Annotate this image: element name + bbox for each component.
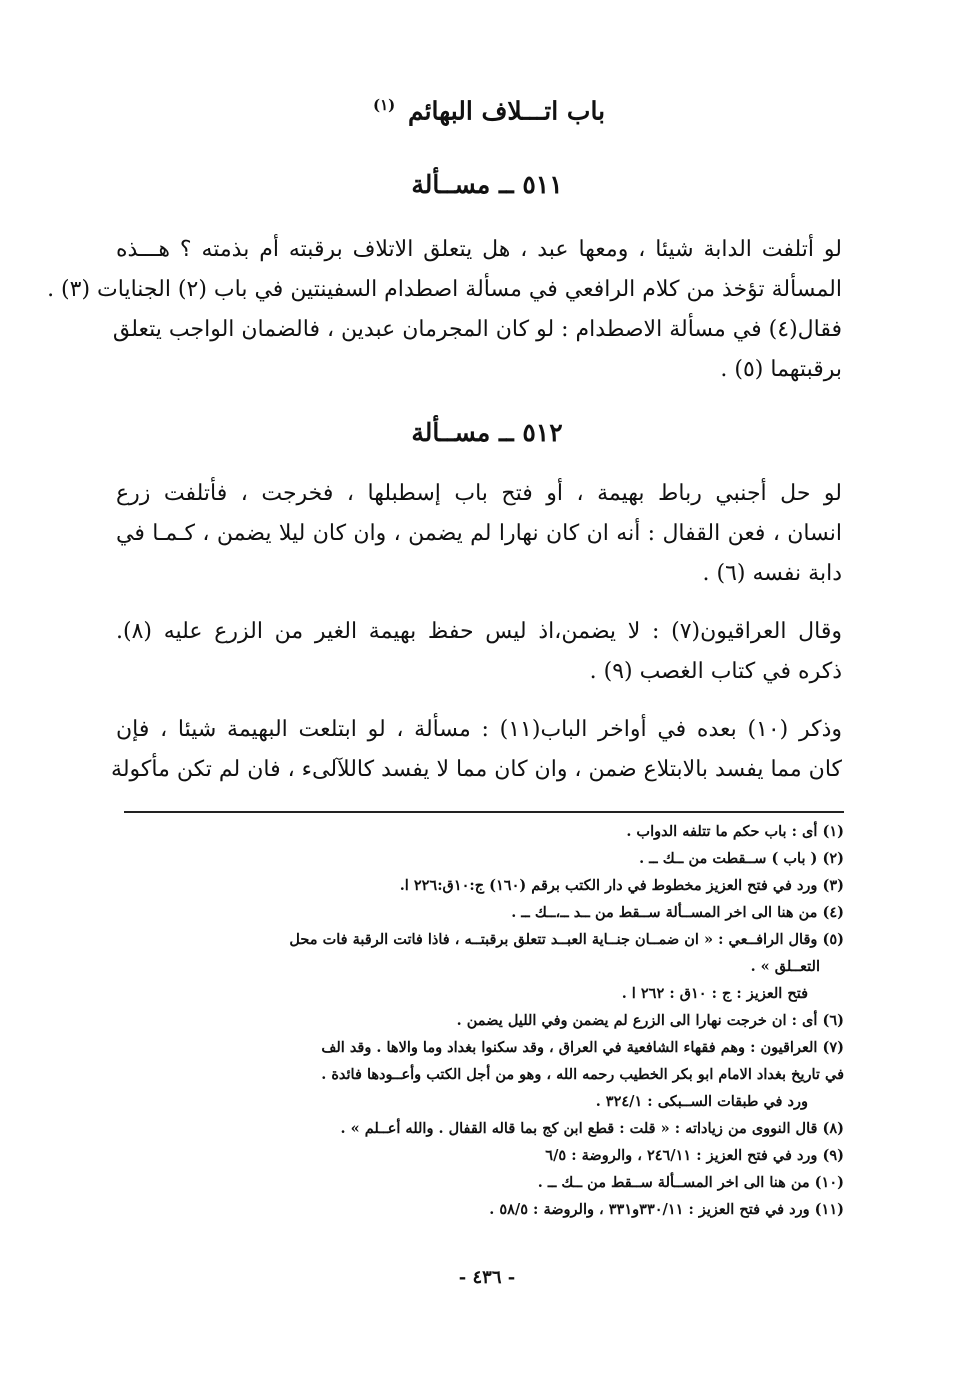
footnote: (١) أى : باب حكم ما تتلفه الدواب . xyxy=(626,823,844,840)
text-line: دابة نفسه (٦) . xyxy=(702,561,842,586)
text-line: كان مما يفسد بالابتلاع ضمن ، وان كان مما لا يفسد كاللآلىء ، فان لم تكن مأكولة xyxy=(111,757,842,782)
footnote: في تاريخ بغداد الامام ابو بكر الخطيب رحمه الله ، وهو من أجل الكتب وأعــودها فائدة . xyxy=(321,1066,844,1083)
page-number: - ٤٣٦ - xyxy=(458,1267,516,1288)
footnote-divider xyxy=(124,811,844,813)
footnote: (١١) ورد في فتح العزيز : ٣٣٠/١١و٣٣١ ، والروضة : ٥٨/٥ . xyxy=(489,1201,844,1218)
section-heading-512: ٥١٢ ــ مســألة xyxy=(411,418,563,447)
footnote: (٦) أى : ان خرجت نهارا الى الزرع لم يضمن وفي الليل يضمن . xyxy=(456,1012,844,1029)
footnote: فتح العزيز : ج : ١٠ق : ٢٦٢ ا . xyxy=(621,985,808,1002)
footnotes xyxy=(124,818,844,1223)
paragraph-512-a xyxy=(116,474,842,594)
text-line: ذكره في كتاب الغصب (٩) . xyxy=(589,659,842,684)
footnote: (١٠) من هنا الى اخر المســألة ســقط من ــك ــ . xyxy=(537,1174,844,1191)
paragraph-512-b xyxy=(116,612,842,692)
text-line: برقبتهما (٥) . xyxy=(720,357,842,382)
footnote: (٣) ورد في فتح العزيز مخطوط في دار الكتب برقم (١٦٠) ج:١٠ق:٢٢٦ ا. xyxy=(399,877,844,894)
paragraph-512-c xyxy=(111,710,843,790)
footnote: (٧) العراقيون : وهم فقهاء الشافعية في العراق ، وقد سكنوا بغداد وما والاها . وقد الف xyxy=(321,1039,844,1056)
text-line: وقال العراقيون(٧) : لا يضمن،اذ ليس حفظ بهيمة الغير من الزرع عليه (٨). xyxy=(116,619,842,644)
chapter-footnote-ref: (١) xyxy=(372,96,396,114)
section-heading-511: ٥١١ ــ مســألة xyxy=(411,170,563,199)
chapter-title-text: باب اتـــلاف البهائم xyxy=(407,96,606,126)
footnote: (٨) قال النووى من زياداته : « قلت : قطع ابن كج بما قاله القفال . والله أعــلم » . xyxy=(340,1120,844,1137)
text-line: وذكر (١٠) بعده في أواخر الباب(١١) : مسألة ، لو ابتلعت البهيمة شيئا ، فإن xyxy=(116,717,843,742)
text-line: انسان ، فعن القفال : أنه ان كان نهارا لم يضمن ، وان كان ليلا يضمن ، كـمـا في xyxy=(116,521,842,546)
text-line: المسألة تؤخذ من كلام الرافعي في مسألة اصطدام السفينتين في باب (٢) الجنايات (٣) . xyxy=(47,277,842,302)
text-line: فقال(٤) في مسألة الاصطدام : لو كان المجرمان عبدين ، فالضمان الواجب يتعلق xyxy=(112,317,842,342)
footnote: ورد في طبقات الســبكى : ٣٢٤/١ . xyxy=(595,1093,808,1110)
footnote: (٤) من هنا الى اخر المســألة ســقط من ــد ــ،ــك ــ . xyxy=(511,904,844,921)
text-line: لو أتلفت الدابة شيئا ، ومعها عبد ، هل يتعلق الاتلاف برقبته أم بذمته ؟ هـــذه xyxy=(116,237,842,262)
footnote: (٢) ( باب ) ســقطت من ــك ــ . xyxy=(639,850,844,867)
footnote: (٥) وقال الرافــعي : « ان ضمــان جنــاية العبــد تتعلق برقبتــه ، فاذا فاتت الرقبة فات محل xyxy=(289,931,844,948)
chapter-title xyxy=(0,96,974,125)
paragraph-511 xyxy=(47,230,842,390)
footnote: التعــلق » . xyxy=(750,958,820,975)
text-line: لو حل أجنبي رباط بهيمة ، أو فتح باب إسطبلها ، فخرجت ، فأتلفت زرع xyxy=(116,481,842,506)
footnote: (٩) ورد في فتح العزيز : ٢٤٦/١١ ، والروضة : ٦/٥ xyxy=(545,1147,844,1164)
